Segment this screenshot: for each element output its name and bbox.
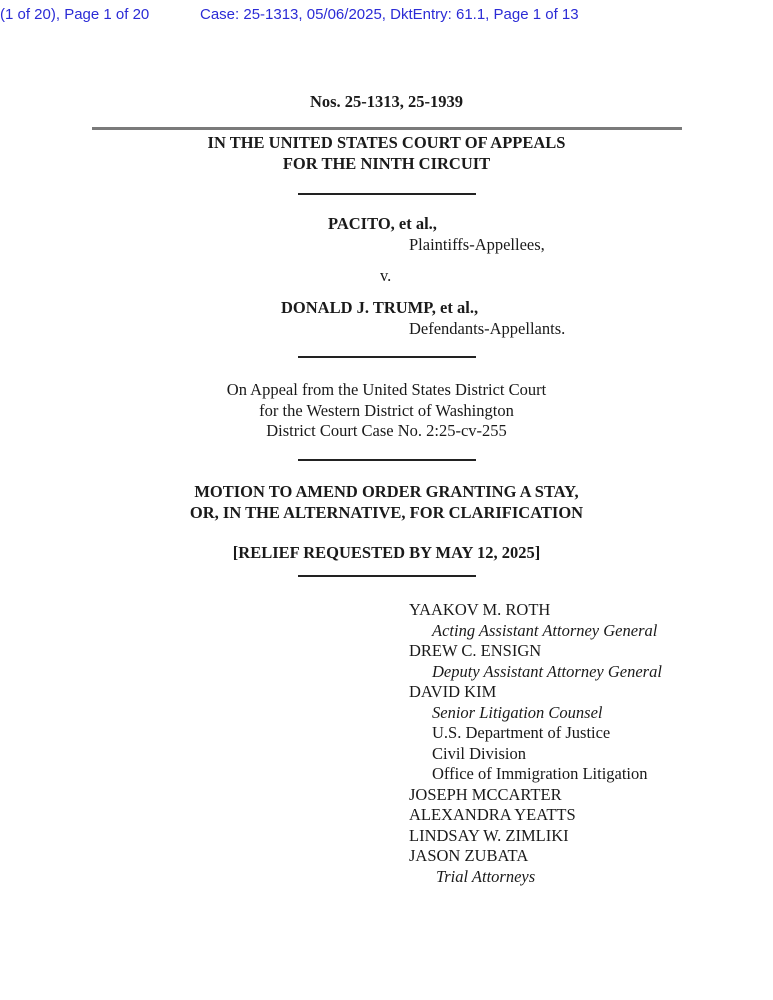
counsel-line: LINDSAY W. ZIMLIKI	[409, 825, 569, 845]
counsel-block	[409, 600, 662, 887]
counsel-line: JOSEPH MCCARTER	[409, 784, 562, 804]
counsel-line: Civil Division	[432, 743, 526, 763]
counsel-line: DAVID KIM	[409, 682, 497, 701]
counsel-line: Acting Assistant Attorney General	[432, 620, 658, 640]
versus: v.	[380, 266, 392, 285]
plaintiff-role: Plaintiffs-Appellees,	[409, 235, 545, 254]
divider-2	[298, 356, 476, 358]
court-name-line2: FOR THE NINTH CIRCUIT	[282, 154, 491, 173]
defendant-role: Defendants-Appellants.	[409, 319, 566, 338]
counsel-line: Trial Attorneys	[436, 866, 536, 886]
divider-3	[298, 459, 476, 461]
appeal-line2: for the Western District of Washington	[259, 401, 514, 420]
counsel-line: Deputy Assistant Attorney General	[432, 661, 662, 681]
motion-title-line1: MOTION TO AMEND ORDER GRANTING A STAY,	[194, 482, 579, 501]
court-name-line1: IN THE UNITED STATES COURT OF APPEALS	[207, 133, 566, 152]
counsel-line: ALEXANDRA YEATTS	[409, 805, 576, 824]
divider-4	[298, 575, 476, 577]
defendant-name: DONALD J. TRUMP, et al.,	[281, 298, 479, 317]
appeal-line1: On Appeal from the United States District Court	[226, 380, 547, 399]
case-docket-entry: Case: 25-1313, 05/06/2025, DktEntry: 61.1, Page 1 of 13	[200, 6, 579, 23]
thick-divider	[92, 127, 682, 130]
counsel-line: Senior Litigation Counsel	[432, 702, 603, 722]
relief-requested: [RELIEF REQUESTED BY MAY 12, 2025]	[232, 543, 541, 562]
counsel-line: DREW C. ENSIGN	[409, 641, 542, 660]
page-counter: (1 of 20), Page 1 of 20	[0, 6, 150, 23]
docket-stamp	[0, 6, 579, 23]
motion-title-line2: OR, IN THE ALTERNATIVE, FOR CLARIFICATION	[189, 503, 584, 522]
divider-1	[298, 193, 476, 195]
counsel-line: YAAKOV M. ROTH	[409, 600, 551, 619]
plaintiff-name: PACITO, et al.,	[328, 214, 437, 233]
counsel-line: JASON ZUBATA	[409, 846, 529, 865]
counsel-line: U.S. Department of Justice	[432, 723, 611, 742]
case-numbers: Nos. 25-1313, 25-1939	[309, 92, 464, 111]
appeal-line3: District Court Case No. 2:25-cv-255	[266, 421, 507, 440]
counsel-line: Office of Immigration Litigation	[432, 764, 648, 783]
